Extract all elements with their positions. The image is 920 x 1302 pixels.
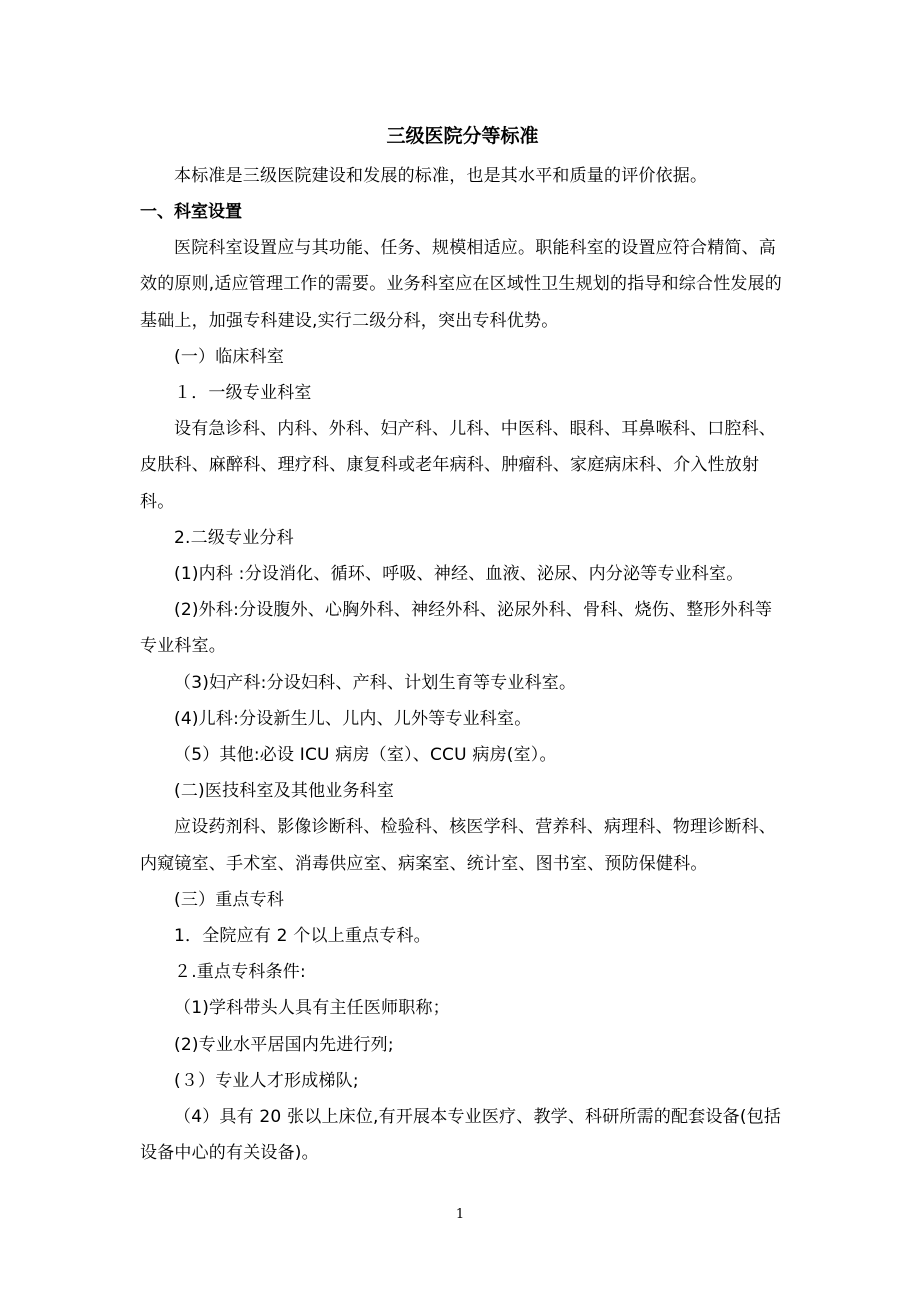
item-first-level-heading: １．一级专业科室 bbox=[174, 383, 312, 404]
condition-item: (2)专业水平居国内先进行列; bbox=[174, 1034, 394, 1055]
condition-item: （1)学科带头人具有主任医师职称； bbox=[174, 998, 450, 1019]
subsection-key-specialty-heading: (三）重点专科 bbox=[174, 889, 285, 910]
subsection-clinical-heading: (一）临床科室 bbox=[174, 346, 285, 367]
item-second-level-heading: 2.二级专业分科 bbox=[174, 527, 294, 548]
subsection-medical-tech-heading: (二)医技科室及其他业务科室 bbox=[174, 781, 395, 802]
second-level-item: (1)内科 :分设消化、循环、呼吸、神经、血液、泌尿、内分泌等专业科室。 bbox=[174, 564, 744, 585]
page-number: 1 bbox=[455, 1207, 465, 1222]
key-specialty-item-1: 1．全院应有 2 个以上重点专科。 bbox=[174, 926, 431, 947]
item-first-level-text: 设有急诊科、内科、外科、妇产科、儿科、中医科、眼科、耳鼻喉科、口腔科、皮肤科、麻醉科、理疗科、康复科或老年病科、肿瘤科、家庭病床科、介入性放射科。 bbox=[140, 419, 776, 512]
section1-paragraph: 医院科室设置应与其功能、任务、规模相适应。职能科室的设置应符合精简、高效的原则,适应管理工作的需要。业务科室应在区域性卫生规划的指导和综合性发展的基础上，加强专科建设,实行二级分科，突出专科优势。 bbox=[140, 238, 783, 331]
medical-tech-text: 应设药剂科、影像诊断科、检验科、核医学科、营养科、病理科、物理诊断科、内窥镜室、手术室、消毒供应室、病案室、统计室、图书室、预防保健科。 bbox=[140, 817, 776, 874]
second-level-item: (4)儿科:分设新生儿、儿内、儿外等专业科室。 bbox=[174, 708, 532, 729]
condition-item: （4）具有 20 张以上床位,有开展本专业医疗、教学、科研所需的配套设备(包括设备中心的有关设备)。 bbox=[140, 1107, 782, 1164]
key-specialty-conditions-heading: ２.重点专科条件: bbox=[174, 962, 306, 983]
document-body bbox=[140, 118, 785, 1171]
section-heading-department-setup: 一、科室设置 bbox=[140, 202, 242, 223]
condition-item: (３）专业人才形成梯队; bbox=[174, 1070, 359, 1091]
document-title: 三级医院分等标准 bbox=[386, 125, 539, 147]
intro-paragraph: 本标准是三级医院建设和发展的标准，也是其水平和质量的评价依据。 bbox=[174, 166, 708, 186]
second-level-item: （3)妇产科:分设妇科、产科、计划生育等专业科室。 bbox=[174, 672, 577, 693]
second-level-item: (2)外科:分设腹外、心胸外科、神经外科、泌尿外科、骨科、烧伤、整形外科等专业科室。 bbox=[140, 600, 773, 657]
second-level-item: （5）其他:必设 ICU 病房（室）、CCU 病房(室）。 bbox=[174, 745, 557, 766]
